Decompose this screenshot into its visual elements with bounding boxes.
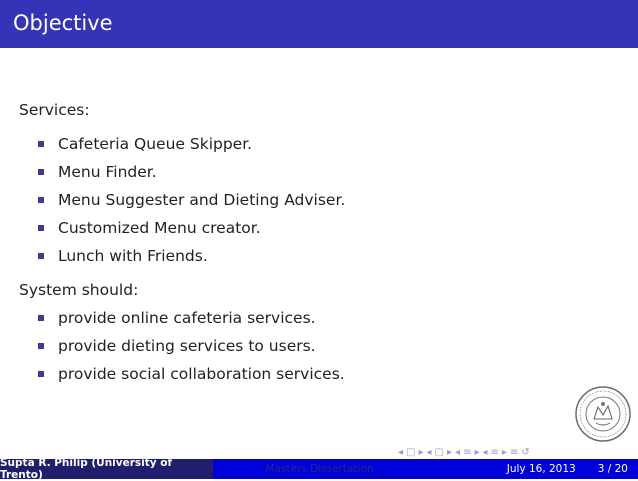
slide-footer	[0, 459, 638, 479]
bullet-icon	[38, 315, 44, 321]
nav-section-next-icon[interactable]: ▸	[474, 446, 481, 458]
nav-sub-prev-icon[interactable]: ◂	[426, 446, 433, 458]
university-seal-icon	[574, 385, 632, 443]
section-heading-services: Services:	[19, 101, 90, 119]
footer-right	[426, 459, 638, 479]
bullet-icon	[38, 225, 44, 231]
nav-frame-icon[interactable]: □	[406, 446, 417, 458]
nav-frame-next-icon[interactable]: ▸	[418, 446, 425, 458]
list-item: Menu Finder.	[38, 163, 157, 181]
list-item: provide online cafeteria services.	[38, 309, 316, 327]
bullet-icon	[38, 169, 44, 175]
bullet-icon	[38, 197, 44, 203]
list-item: provide dieting services to users.	[38, 337, 316, 355]
nav-toc-prev-icon[interactable]: ◂	[482, 446, 489, 458]
slide-title-bar	[0, 0, 638, 48]
list-item: Customized Menu creator.	[38, 219, 261, 237]
nav-toc-next-icon[interactable]: ▸	[501, 446, 508, 458]
nav-section-prev-icon[interactable]: ◂	[455, 446, 462, 458]
footer-author: Supta R. Philip (University of Trento)	[0, 459, 213, 479]
list-item: Lunch with Friends.	[38, 247, 208, 265]
nav-toc-icon[interactable]: ≡	[490, 446, 500, 458]
nav-align-icon[interactable]: ≡	[509, 446, 520, 458]
bullet-icon	[38, 253, 44, 259]
footer-page-number: 3 / 20	[597, 463, 628, 475]
nav-sub-icon[interactable]: ▢	[434, 446, 445, 458]
footer-date: July 16, 2013	[506, 463, 576, 475]
footer-short-title: Masters Dissertation	[213, 459, 426, 479]
bullet-icon	[38, 343, 44, 349]
list-item: Cafeteria Queue Skipper.	[38, 135, 252, 153]
bullet-icon	[38, 141, 44, 147]
slide-title: Objective	[13, 11, 113, 35]
nav-sub-next-icon[interactable]: ▸	[447, 446, 454, 458]
section-heading-system: System should:	[19, 281, 139, 299]
list-item: provide social collaboration services.	[38, 365, 345, 383]
nav-section-icon[interactable]: ≡	[463, 446, 473, 458]
nav-search-icon[interactable]: ↺	[521, 446, 531, 458]
navigation-controls[interactable]	[398, 444, 531, 460]
bullet-icon	[38, 371, 44, 377]
nav-frame-prev-icon[interactable]: ◂	[398, 446, 405, 458]
list-item: Menu Suggester and Dieting Adviser.	[38, 191, 345, 209]
